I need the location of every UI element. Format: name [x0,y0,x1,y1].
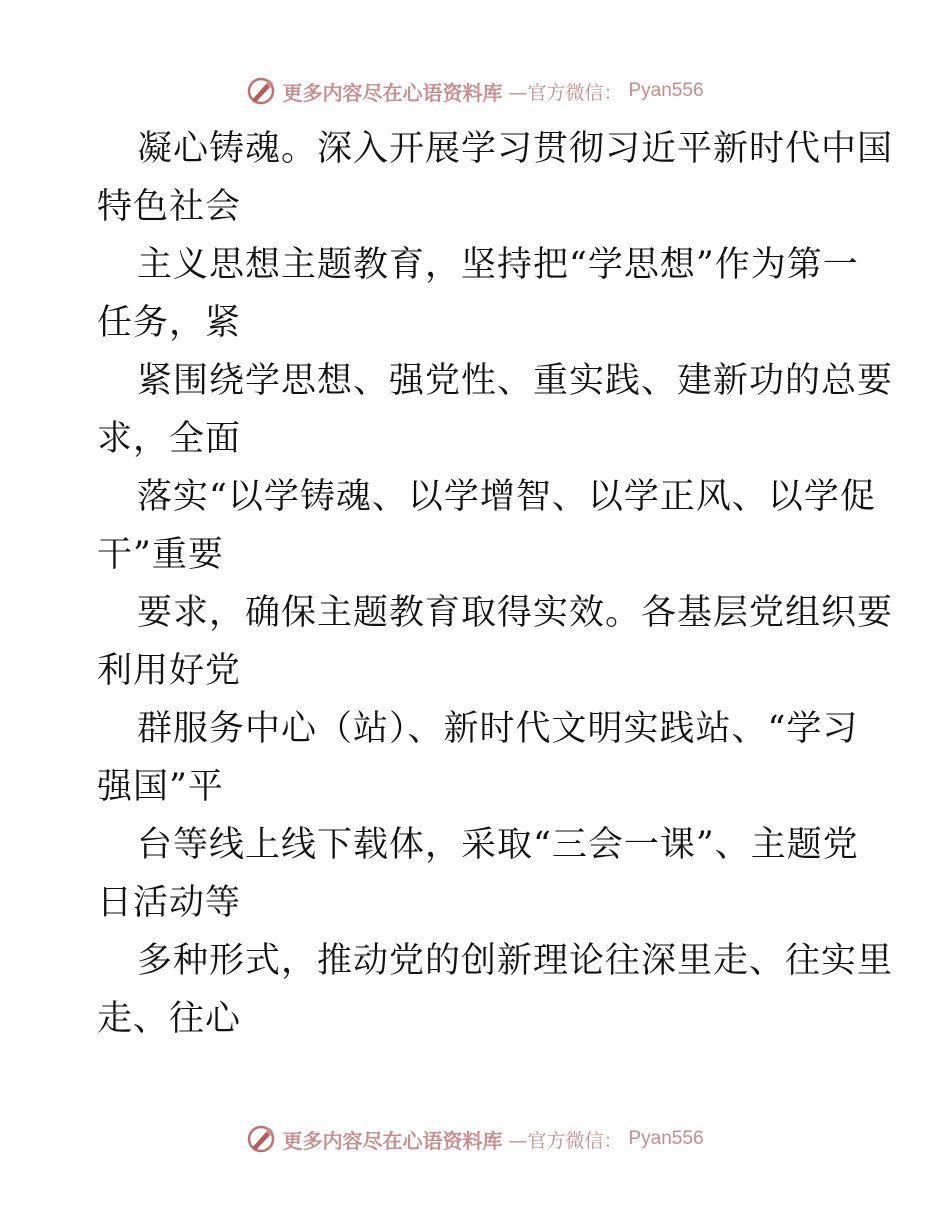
text-line: 利用好党 [97,651,242,691]
text-line: 日活动等 [97,883,242,923]
text-line: 特色社会 [97,187,242,227]
text-line: 凝心铸魂。深入开展学习贯彻习近平新时代中国 [137,129,894,169]
watermark-account: Pyan556 [628,1128,704,1149]
text-line: 紧围绕学思想、强党性、重实践、建新功的总要 [137,361,894,401]
text-line: 要求，确保主题教育取得实效。各基层党组织要 [137,593,894,633]
watermark-text: 更多内容尽在心语资料库 [282,80,503,105]
text-line: 任务，紧 [97,303,242,343]
footer-watermark [0,1119,950,1159]
header-watermark [0,71,950,111]
text-line: 落实“以学铸魂、以学增智、以学正风、以学促 [137,477,876,517]
document-body [97,120,894,1048]
text-line: 多种形式，推动党的创新理论往深里走、往实里 [137,941,894,981]
text-line: 走、往心 [97,999,242,1039]
watermark-text: 更多内容尽在心语资料库 [282,1128,503,1153]
pen-logo-icon [246,1124,276,1154]
text-line: 强国”平 [97,767,224,807]
text-line: 群服务中心（站）、新时代文明实践站、“学习 [137,709,859,749]
watermark-separator: —官方微信： [508,81,623,104]
text-line: 台等线上线下载体，采取“三会一课”、主题党 [137,825,859,865]
text-line: 主义思想主题教育，坚持把“学思想”作为第一 [137,245,859,285]
text-line: 求，全面 [97,419,242,459]
watermark-separator: —官方微信： [508,1129,623,1152]
pen-logo-icon [246,76,276,106]
text-line: 干”重要 [97,535,224,575]
watermark-account: Pyan556 [628,80,704,101]
